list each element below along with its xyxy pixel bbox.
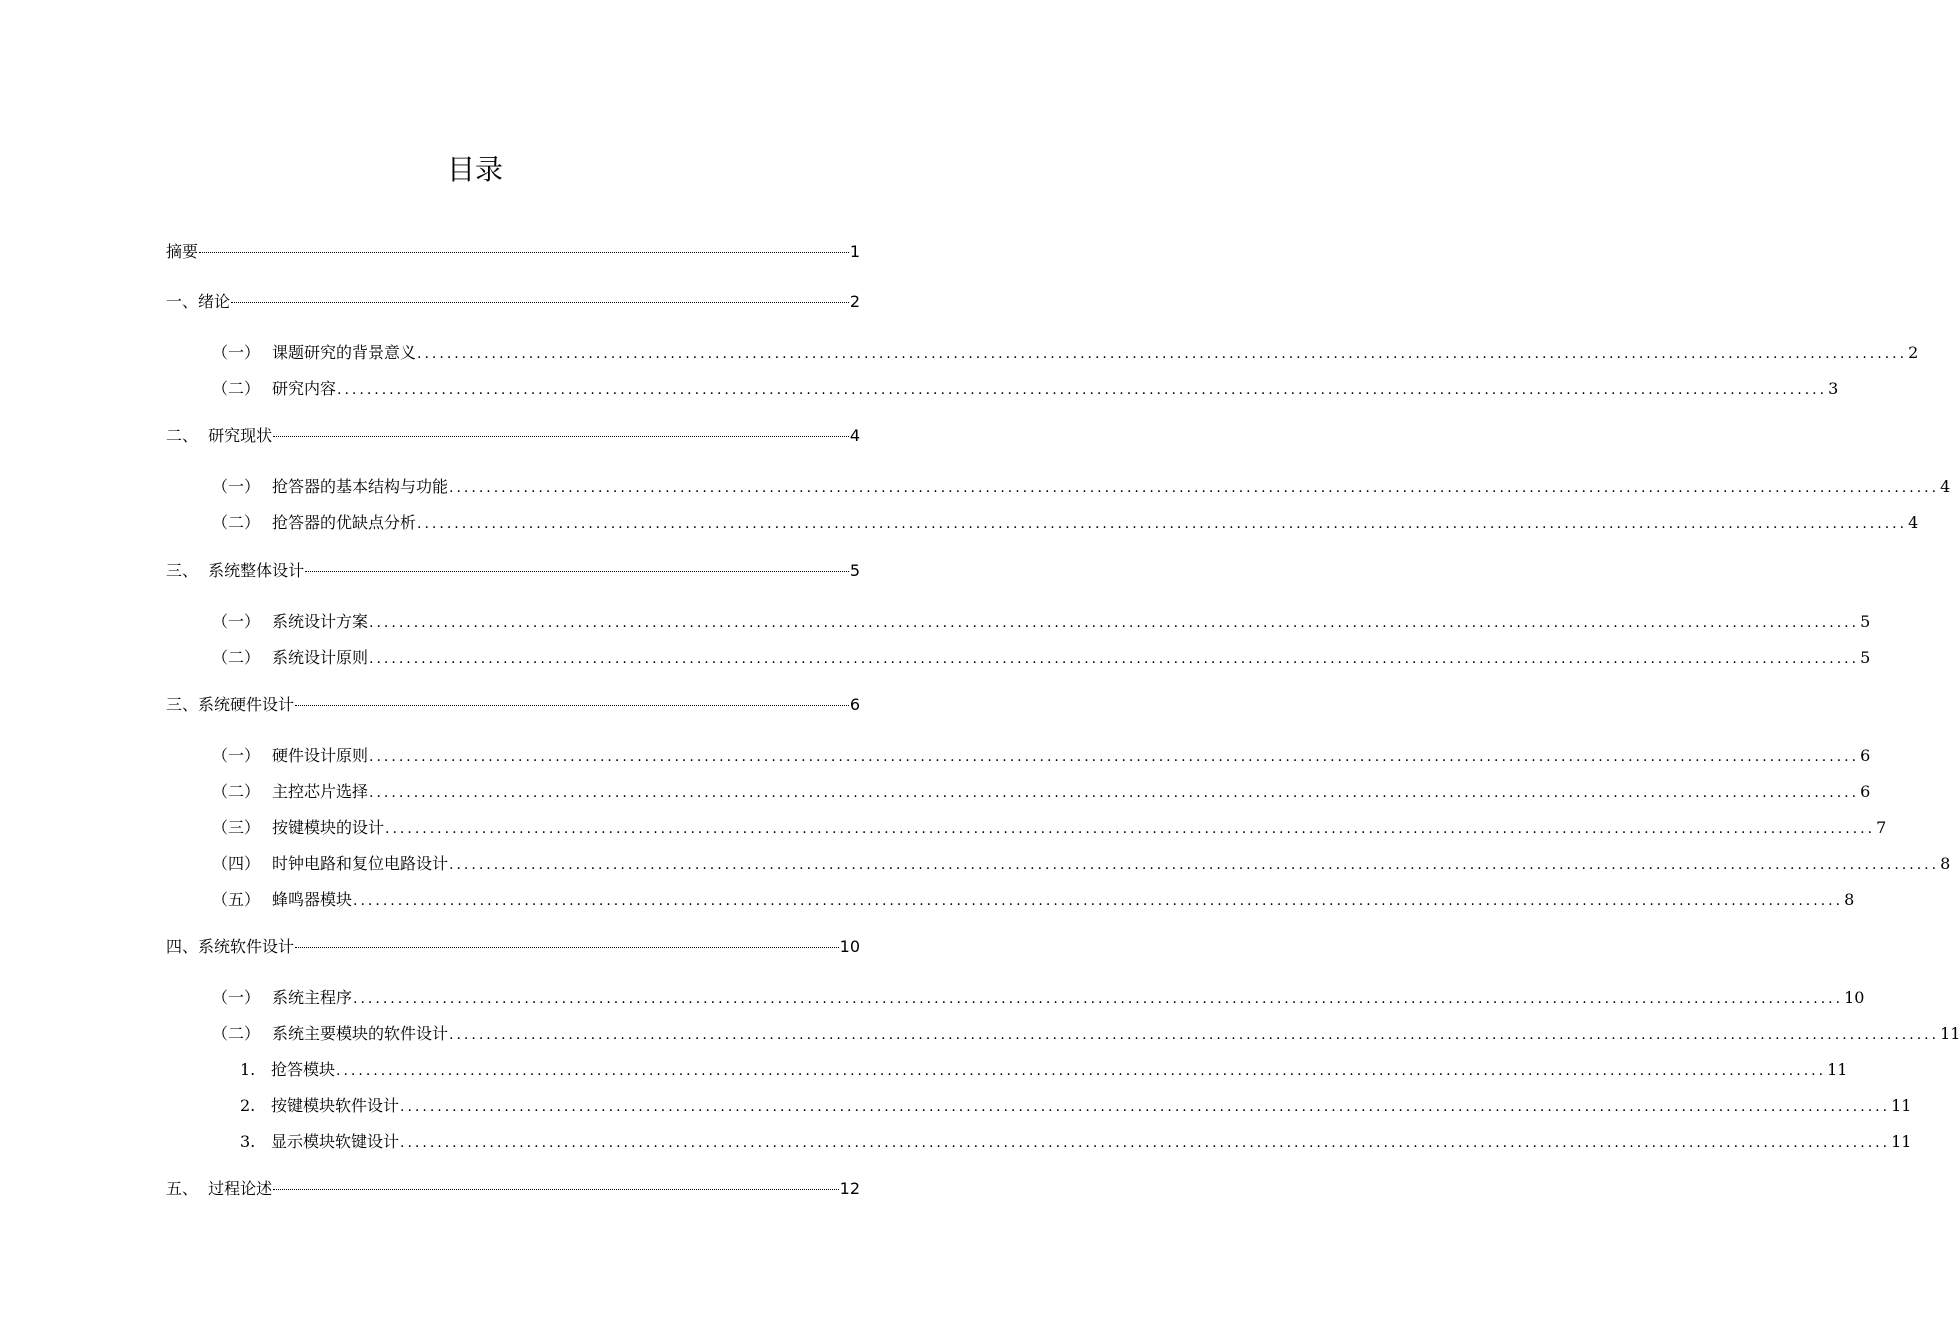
- toc-entry[interactable]: [212, 341, 1919, 365]
- toc-entry[interactable]: [212, 986, 1865, 1010]
- toc-entry[interactable]: [212, 475, 1951, 499]
- toc-entry-text: 硬件设计原则: [272, 746, 369, 765]
- toc-page-number: 4: [849, 426, 860, 445]
- toc-entry[interactable]: [212, 1022, 1960, 1046]
- toc-entry[interactable]: [212, 744, 1871, 768]
- toc-page-number: 2: [1908, 343, 1919, 362]
- toc-entry-number: （三）: [212, 818, 261, 837]
- toc-entry-number: 3.: [240, 1132, 256, 1151]
- toc-entry-number: （一）: [212, 343, 261, 362]
- toc-dot-leader: ........................................................................................................................................................................................................: [400, 1135, 1891, 1151]
- toc-entry-label: [166, 693, 294, 717]
- toc-entry-text: 抢答模块: [271, 1060, 336, 1079]
- toc-page-number: 8: [1940, 854, 1951, 873]
- toc-entry-text: 显示模块软键设计: [271, 1132, 400, 1151]
- toc-entry-number: 2.: [240, 1096, 256, 1115]
- toc-dot-leader: [305, 571, 849, 572]
- toc-entry[interactable]: [212, 888, 1855, 912]
- toc-entry-label: [212, 377, 336, 401]
- toc-entry-number: （五）: [212, 890, 261, 909]
- toc-entry-text: 时钟电路和复位电路设计: [272, 854, 449, 873]
- toc-page-number: 6: [849, 695, 860, 714]
- toc-entry-number: （一）: [212, 988, 261, 1007]
- toc-entry[interactable]: [212, 646, 1871, 670]
- toc-page-number: 5: [1860, 612, 1871, 631]
- toc-entry[interactable]: [240, 1130, 1912, 1154]
- toc-dot-leader: ........................................................................................................................................................................................................: [449, 1027, 1940, 1043]
- toc-dot-leader: [273, 436, 849, 437]
- toc-entry-text: 课题研究的背景意义: [272, 343, 417, 362]
- toc-entry-text: 一、绪论: [166, 292, 231, 311]
- toc-entry-text: 按键模块软件设计: [271, 1096, 400, 1115]
- toc-page-number: 1: [849, 242, 860, 261]
- toc-page-number: 5: [1860, 648, 1871, 667]
- toc-entry-text: 系统设计原则: [272, 648, 369, 667]
- toc-dot-leader: ........................................................................................................................................................................................................: [369, 651, 1860, 667]
- toc-entry[interactable]: [212, 377, 1839, 401]
- toc-entry-number: 1.: [240, 1060, 256, 1079]
- toc-entry-label: [212, 780, 368, 804]
- toc-entry-text: 研究内容: [272, 379, 337, 398]
- toc-page-number: 10: [839, 937, 860, 956]
- toc-entry-label: [212, 610, 368, 634]
- toc-dot-leader: ........................................................................................................................................................................................................: [353, 893, 1844, 909]
- toc-entry-label: [212, 852, 448, 876]
- toc-entry-label: [166, 290, 230, 314]
- toc-page-number: 5: [849, 561, 860, 580]
- toc-entry[interactable]: [240, 1094, 1912, 1118]
- toc-dot-leader: [231, 302, 849, 303]
- toc-page-number: 2: [849, 292, 860, 311]
- toc-entry[interactable]: [212, 852, 1951, 876]
- page-title: 目录: [446, 153, 503, 186]
- toc-page-number: 11: [1940, 1024, 1960, 1043]
- toc-entry-number: （二）: [212, 782, 261, 801]
- toc-entry-text: 四、系统软件设计: [166, 937, 295, 956]
- toc-dot-leader: ........................................................................................................................................................................................................: [400, 1099, 1891, 1115]
- toc-entry-label: [166, 559, 304, 583]
- toc-page-number: 11: [1827, 1060, 1848, 1079]
- toc-dot-leader: ........................................................................................................................................................................................................: [337, 382, 1828, 398]
- toc-entry-text: 摘要: [166, 242, 199, 261]
- toc-entry-label: [166, 935, 294, 959]
- toc-entry-label: [212, 816, 384, 840]
- toc-dot-leader: [295, 947, 839, 948]
- toc-entry-number: （二）: [212, 1024, 261, 1043]
- toc-entry-label: [212, 341, 416, 365]
- toc-dot-leader: ........................................................................................................................................................................................................: [336, 1063, 1827, 1079]
- toc-page-number: 11: [1891, 1096, 1912, 1115]
- toc-entry[interactable]: [166, 693, 860, 717]
- toc-entry[interactable]: [166, 559, 860, 583]
- toc-dot-leader: ........................................................................................................................................................................................................: [385, 821, 1876, 837]
- toc-entry[interactable]: [212, 511, 1919, 535]
- toc-page-number: 10: [1844, 988, 1865, 1007]
- toc-entry-label: [212, 475, 448, 499]
- toc-dot-leader: [295, 705, 849, 706]
- toc-dot-leader: ........................................................................................................................................................................................................: [353, 991, 1844, 1007]
- toc-dot-leader: [273, 1189, 838, 1190]
- toc-page-number: 11: [1891, 1132, 1912, 1151]
- toc-entry-text: 三、 系统整体设计: [166, 561, 305, 580]
- toc-entry-label: [212, 1022, 448, 1046]
- toc-dot-leader: ........................................................................................................................................................................................................: [369, 615, 1860, 631]
- toc-entry-label: [166, 240, 198, 264]
- toc-dot-leader: ........................................................................................................................................................................................................: [417, 346, 1908, 362]
- toc-entry[interactable]: [166, 1177, 860, 1201]
- toc-entry-text: 三、系统硬件设计: [166, 695, 295, 714]
- toc-entry[interactable]: [212, 816, 1887, 840]
- toc-entry-label: [166, 1177, 272, 1201]
- toc-entry-number: （四）: [212, 854, 261, 873]
- toc-entry-label: [240, 1094, 399, 1118]
- toc-page-number: 4: [1940, 477, 1951, 496]
- toc-page-number: 4: [1908, 513, 1919, 532]
- toc-entry-text: 抢答器的基本结构与功能: [272, 477, 449, 496]
- toc-entry[interactable]: [212, 780, 1871, 804]
- toc-entry-label: [212, 986, 352, 1010]
- toc-entry-number: （一）: [212, 746, 261, 765]
- toc-page-number: 3: [1828, 379, 1839, 398]
- toc-entry-label: [212, 744, 368, 768]
- toc-entry-number: （一）: [212, 477, 261, 496]
- toc-page-number: 7: [1876, 818, 1887, 837]
- toc-entry-text: 蜂鸣器模块: [272, 890, 353, 909]
- toc-entry[interactable]: [166, 935, 860, 959]
- toc-entry[interactable]: [166, 240, 860, 264]
- toc-entry-label: [212, 888, 352, 912]
- toc-page-number: 6: [1860, 746, 1871, 765]
- toc-entry-text: 系统主程序: [272, 988, 353, 1007]
- toc-entry-text: 按键模块的设计: [272, 818, 385, 837]
- toc-entry-number: （二）: [212, 379, 261, 398]
- toc-entry[interactable]: [166, 424, 860, 448]
- toc-entry[interactable]: [240, 1058, 1848, 1082]
- toc-dot-leader: [199, 252, 849, 253]
- toc-dot-leader: ........................................................................................................................................................................................................: [417, 516, 1908, 532]
- toc-entry-label: [240, 1058, 335, 1082]
- toc-entry-text: 抢答器的优缺点分析: [272, 513, 417, 532]
- toc-entry-text: 系统主要模块的软件设计: [272, 1024, 449, 1043]
- toc-entry-text: 五、 过程论述: [166, 1179, 273, 1198]
- toc-page-number: 6: [1860, 782, 1871, 801]
- toc-entry-number: （二）: [212, 513, 261, 532]
- toc-entry-text: 主控芯片选择: [272, 782, 369, 801]
- toc-entry-label: [240, 1130, 399, 1154]
- toc-entry-label: [166, 424, 272, 448]
- toc-page-number: 8: [1844, 890, 1855, 909]
- toc-page-number: 12: [839, 1179, 860, 1198]
- toc-dot-leader: ........................................................................................................................................................................................................: [369, 749, 1860, 765]
- toc-dot-leader: ........................................................................................................................................................................................................: [449, 480, 1940, 496]
- toc-entry-label: [212, 646, 368, 670]
- toc-dot-leader: ........................................................................................................................................................................................................: [369, 785, 1860, 801]
- toc-entry[interactable]: [212, 610, 1871, 634]
- toc-entry-label: [212, 511, 416, 535]
- toc-dot-leader: ........................................................................................................................................................................................................: [449, 857, 1940, 873]
- toc-entry[interactable]: [166, 290, 860, 314]
- toc-entry-number: （二）: [212, 648, 261, 667]
- toc-entry-text: 系统设计方案: [272, 612, 369, 631]
- toc-entry-text: 二、 研究现状: [166, 426, 273, 445]
- toc-entry-number: （一）: [212, 612, 261, 631]
